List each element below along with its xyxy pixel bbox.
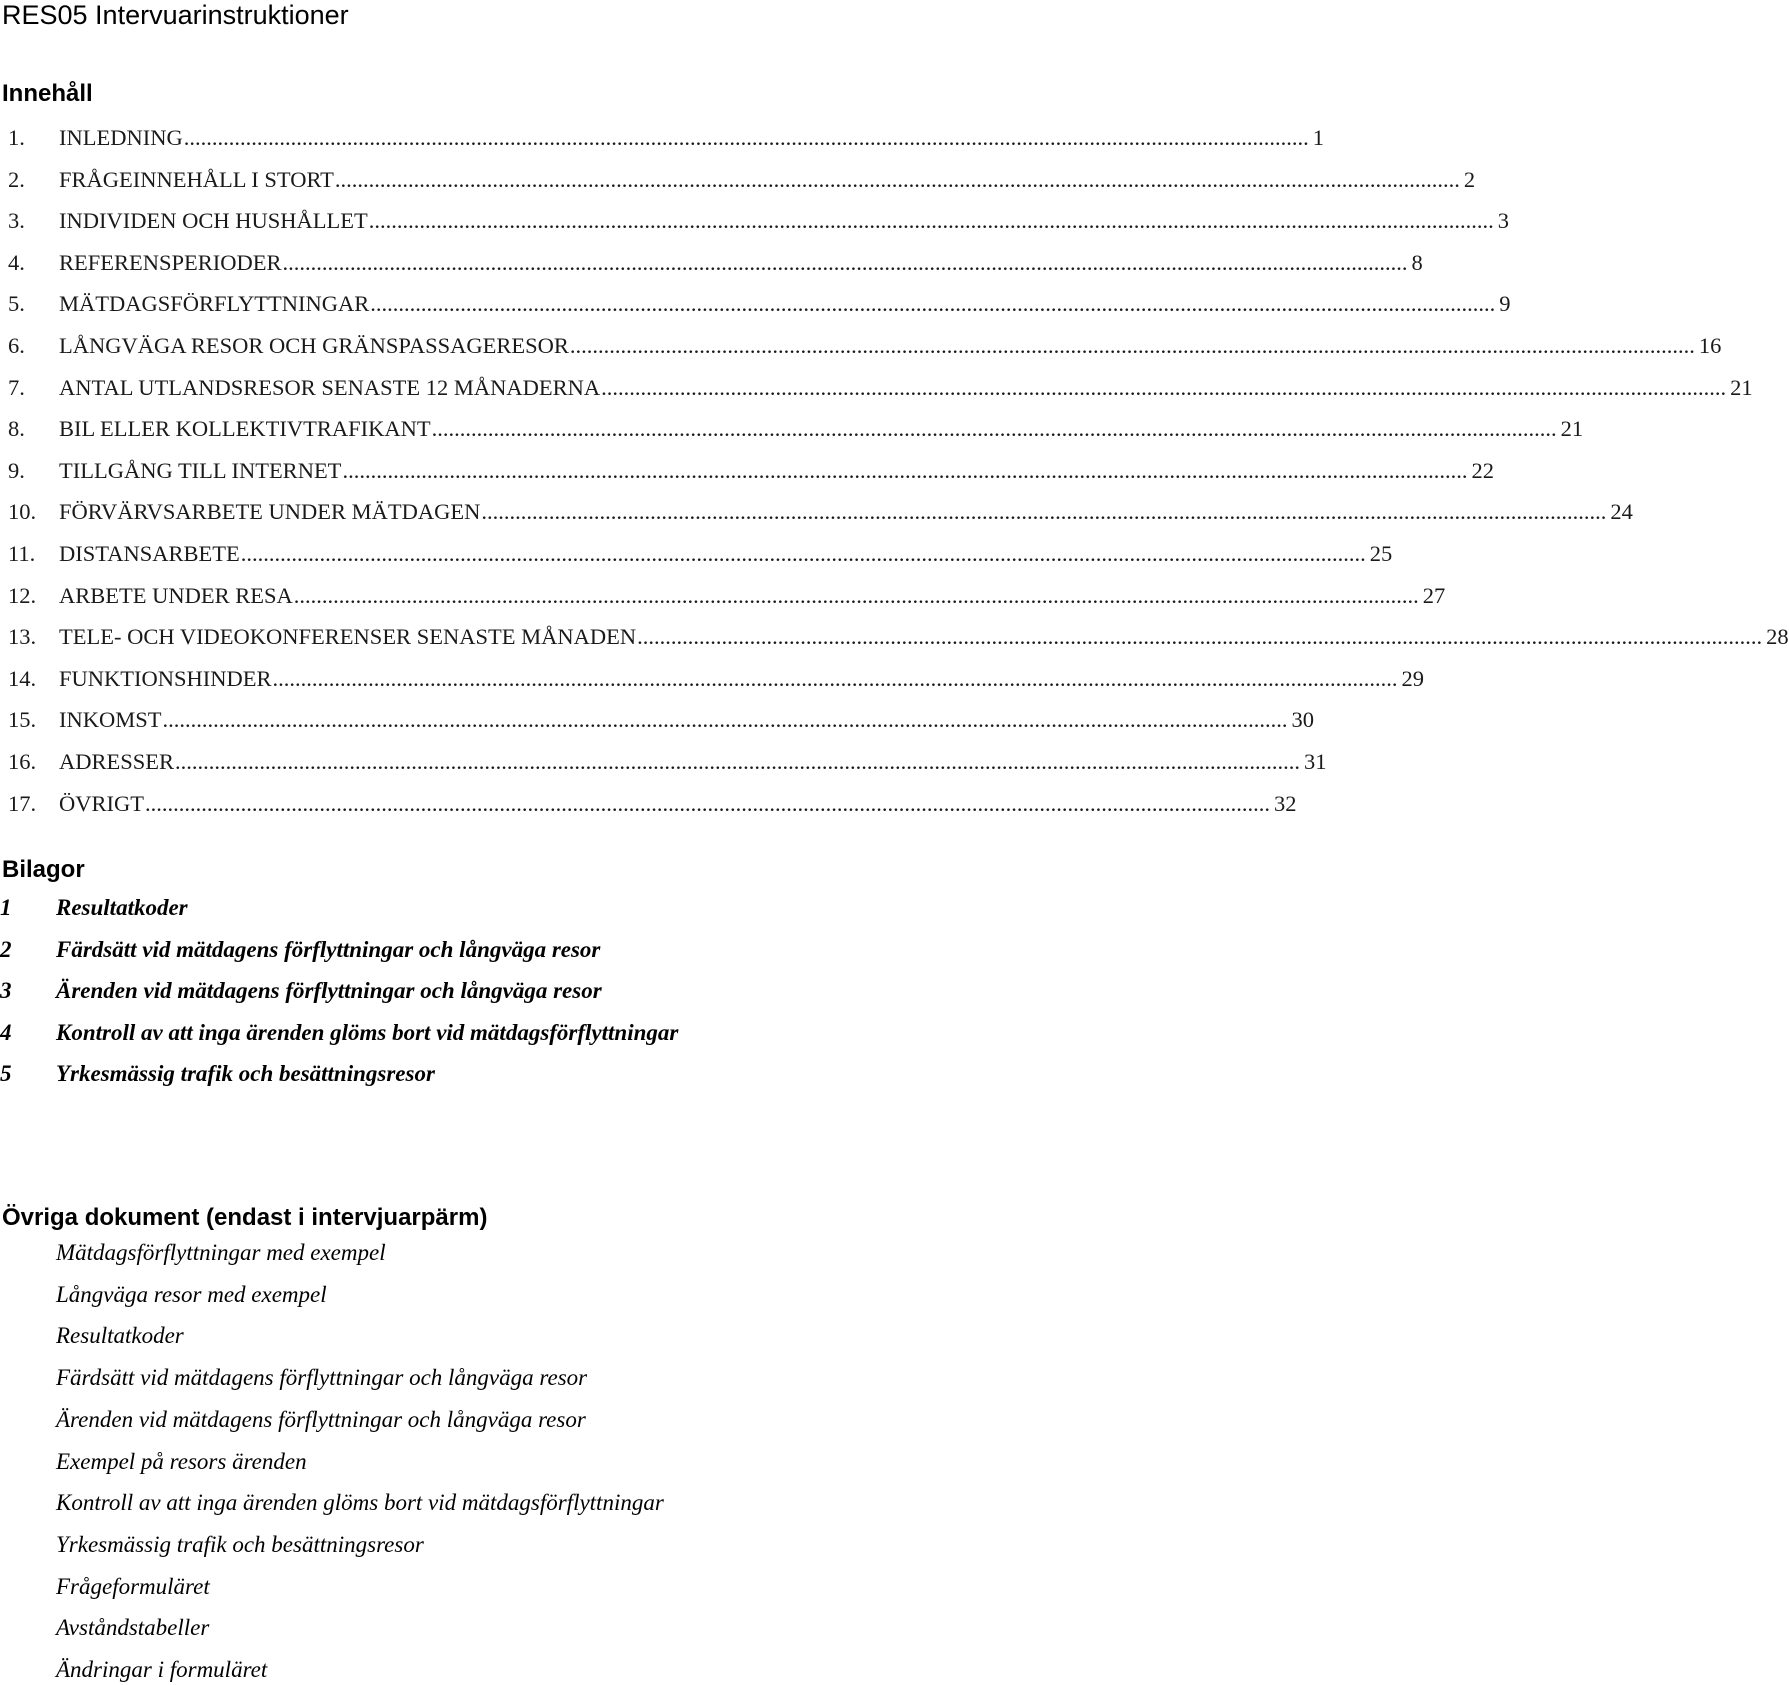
appendix-item <box>0 1059 435 1089</box>
toc-dot-leader: ........................................................................................................................................................................................................ <box>282 250 1408 275</box>
toc-dot-leader: ........................................................................................................................................................................................................ <box>272 666 1398 691</box>
appendix-number: 4 <box>0 1020 12 1045</box>
other-documents-heading: Övriga dokument (endast i intervjuarpärm) <box>2 1204 488 1231</box>
other-document-item: Mätdagsförflyttningar med exempel <box>56 1240 386 1265</box>
toc-entry-number: 1. <box>8 125 25 150</box>
toc-entry[interactable] <box>8 622 1789 652</box>
toc-entry-page: 21 <box>1560 416 1584 441</box>
appendix-item <box>0 976 602 1006</box>
toc-entry-title: ADRESSER <box>59 749 175 774</box>
toc-entry-page: 9 <box>1499 291 1511 316</box>
toc-dot-leader: ........................................................................................................................................................................................................ <box>334 167 1460 192</box>
toc-heading: Innehåll <box>2 80 93 107</box>
appendix-number: 2 <box>0 937 12 962</box>
other-document-item: Färdsätt vid mätdagens förflyttningar och långväga resor <box>56 1365 588 1390</box>
toc-entry-page: 25 <box>1369 541 1393 566</box>
appendix-item <box>0 893 188 923</box>
other-document-item: Ärenden vid mätdagens förflyttningar och långväga resor <box>56 1407 586 1432</box>
toc-entry-number: 14. <box>8 666 37 691</box>
toc-entry-title: BIL ELLER KOLLEKTIVTRAFIKANT <box>59 416 431 441</box>
appendix-item <box>0 935 600 965</box>
toc-entry-number: 13. <box>8 624 37 649</box>
toc-entry-page: 28 <box>1766 624 1789 649</box>
toc-entry[interactable] <box>8 414 1584 444</box>
toc-entry-number: 8. <box>8 416 25 441</box>
toc-entry-number: 7. <box>8 375 25 400</box>
toc-entry-page: 30 <box>1291 707 1315 732</box>
toc-entry[interactable] <box>8 248 1423 278</box>
other-document-item: Långväga resor med exempel <box>56 1282 327 1307</box>
toc-entry-number: 16. <box>8 749 37 774</box>
toc-dot-leader: ........................................................................................................................................................................................................ <box>431 416 1557 441</box>
toc-dot-leader: ........................................................................................................................................................................................................ <box>370 291 1496 316</box>
toc-entry-number: 4. <box>8 250 25 275</box>
toc-entry-page: 22 <box>1471 458 1494 483</box>
other-document-item: Yrkesmässig trafik och besättningsresor <box>56 1532 424 1557</box>
toc-entry-title: ÖVRIGT <box>59 791 144 816</box>
toc-entry-page: 1 <box>1312 125 1324 150</box>
toc-entry-title: DISTANSARBETE <box>59 541 240 566</box>
appendices-heading: Bilagor <box>2 856 85 883</box>
toc-entry[interactable] <box>8 664 1424 694</box>
appendix-number: 3 <box>0 978 12 1003</box>
appendix-title: Yrkesmässig trafik och besättningsresor <box>56 1061 435 1086</box>
toc-entry-title: ARBETE UNDER RESA <box>59 583 293 608</box>
toc-dot-leader: ........................................................................................................................................................................................................ <box>342 458 1468 483</box>
toc-entry[interactable] <box>8 539 1393 569</box>
toc-entry-number: 3. <box>8 208 25 233</box>
appendix-number: 1 <box>0 895 12 920</box>
toc-entry-page: 21 <box>1730 375 1753 400</box>
toc-entry-page: 27 <box>1422 583 1446 608</box>
toc-dot-leader: ........................................................................................................................................................................................................ <box>601 375 1727 400</box>
toc-entry-title: REFERENSPERIODER <box>59 250 282 275</box>
toc-entry-title: FRÅGEINNEHÅLL I STORT <box>59 167 334 192</box>
toc-entry-title: INLEDNING <box>59 125 183 150</box>
toc-entry-title: TELE- OCH VIDEOKONFERENSER SENASTE MÅNADEN <box>59 624 637 649</box>
toc-entry-number: 10. <box>8 499 37 524</box>
toc-entry-number: 2. <box>8 167 25 192</box>
toc-entry-page: 24 <box>1610 499 1633 524</box>
toc-entry[interactable] <box>8 456 1494 486</box>
toc-dot-leader: ........................................................................................................................................................................................................ <box>162 707 1288 732</box>
toc-entry[interactable] <box>8 705 1315 735</box>
toc-entry[interactable] <box>8 206 1509 236</box>
toc-entry-page: 16 <box>1698 333 1722 358</box>
appendix-title: Ärenden vid mätdagens förflyttningar och långväga resor <box>56 978 602 1003</box>
toc-entry-page: 2 <box>1463 167 1476 192</box>
toc-entry-page: 32 <box>1274 791 1297 816</box>
toc-entry[interactable] <box>8 747 1327 777</box>
toc-entry-title: FÖRVÄRVSARBETE UNDER MÄTDAGEN <box>59 499 481 524</box>
toc-dot-leader: ........................................................................................................................................................................................................ <box>637 624 1763 649</box>
toc-entry-title: INDIVIDEN OCH HUSHÅLLET <box>59 208 368 233</box>
toc-entry-title: INKOMST <box>59 707 162 732</box>
toc-entry-title: ANTAL UTLANDSRESOR SENASTE 12 MÅNADERNA <box>59 375 601 400</box>
appendix-title: Kontroll av att inga ärenden glöms bort vid mätdagsförflyttningar <box>56 1020 679 1045</box>
toc-dot-leader: ........................................................................................................................................................................................................ <box>183 125 1309 150</box>
toc-entry-number: 15. <box>8 707 37 732</box>
toc-dot-leader: ........................................................................................................................................................................................................ <box>175 749 1301 774</box>
toc-entry[interactable] <box>8 331 1722 361</box>
toc-entry[interactable] <box>8 123 1324 153</box>
toc-entry-number: 5. <box>8 291 25 316</box>
page-title: RES05 Intervuarinstruktioner <box>2 0 349 30</box>
appendix-item <box>0 1018 678 1048</box>
toc-entry[interactable] <box>8 789 1297 819</box>
appendix-number: 5 <box>0 1061 12 1086</box>
toc-dot-leader: ........................................................................................................................................................................................................ <box>368 208 1494 233</box>
toc-entry[interactable] <box>8 497 1633 527</box>
other-document-item: Avståndstabeller <box>56 1615 210 1640</box>
toc-entry[interactable] <box>8 373 1753 403</box>
toc-entry-number: 11. <box>8 541 36 566</box>
toc-entry[interactable] <box>8 289 1511 319</box>
toc-entry[interactable] <box>8 581 1446 611</box>
other-document-item: Exempel på resors ärenden <box>56 1449 307 1474</box>
toc-entry-title: LÅNGVÄGA RESOR OCH GRÄNSPASSAGERESOR <box>59 333 569 358</box>
other-document-item: Kontroll av att inga ärenden glöms bort vid mätdagsförflyttningar <box>56 1490 664 1515</box>
toc-entry-number: 17. <box>8 791 37 816</box>
other-document-item: Ändringar i formuläret <box>56 1657 268 1682</box>
toc-dot-leader: ........................................................................................................................................................................................................ <box>293 583 1419 608</box>
appendix-title: Färdsätt vid mätdagens förflyttningar och långväga resor <box>56 937 601 962</box>
toc-entry-number: 9. <box>8 458 25 483</box>
toc-dot-leader: ........................................................................................................................................................................................................ <box>145 791 1270 816</box>
toc-entry-title: FUNKTIONSHINDER <box>59 666 272 691</box>
toc-dot-leader: ........................................................................................................................................................................................................ <box>240 541 1366 566</box>
toc-dot-leader: ........................................................................................................................................................................................................ <box>481 499 1607 524</box>
appendix-title: Resultatkoder <box>56 895 188 920</box>
toc-entry[interactable] <box>8 165 1476 195</box>
toc-entry-number: 12. <box>8 583 37 608</box>
toc-entry-title: TILLGÅNG TILL INTERNET <box>59 458 342 483</box>
toc-entry-page: 3 <box>1497 208 1509 233</box>
other-document-item: Resultatkoder <box>56 1323 184 1348</box>
other-document-item: Frågeformuläret <box>56 1574 210 1599</box>
toc-entry-page: 29 <box>1401 666 1424 691</box>
toc-entry-title: MÄTDAGSFÖRFLYTTNINGAR <box>59 291 370 316</box>
toc-entry-page: 31 <box>1304 749 1327 774</box>
toc-entry-page: 8 <box>1411 250 1423 275</box>
toc-dot-leader: ........................................................................................................................................................................................................ <box>569 333 1695 358</box>
toc-entry-number: 6. <box>8 333 25 358</box>
